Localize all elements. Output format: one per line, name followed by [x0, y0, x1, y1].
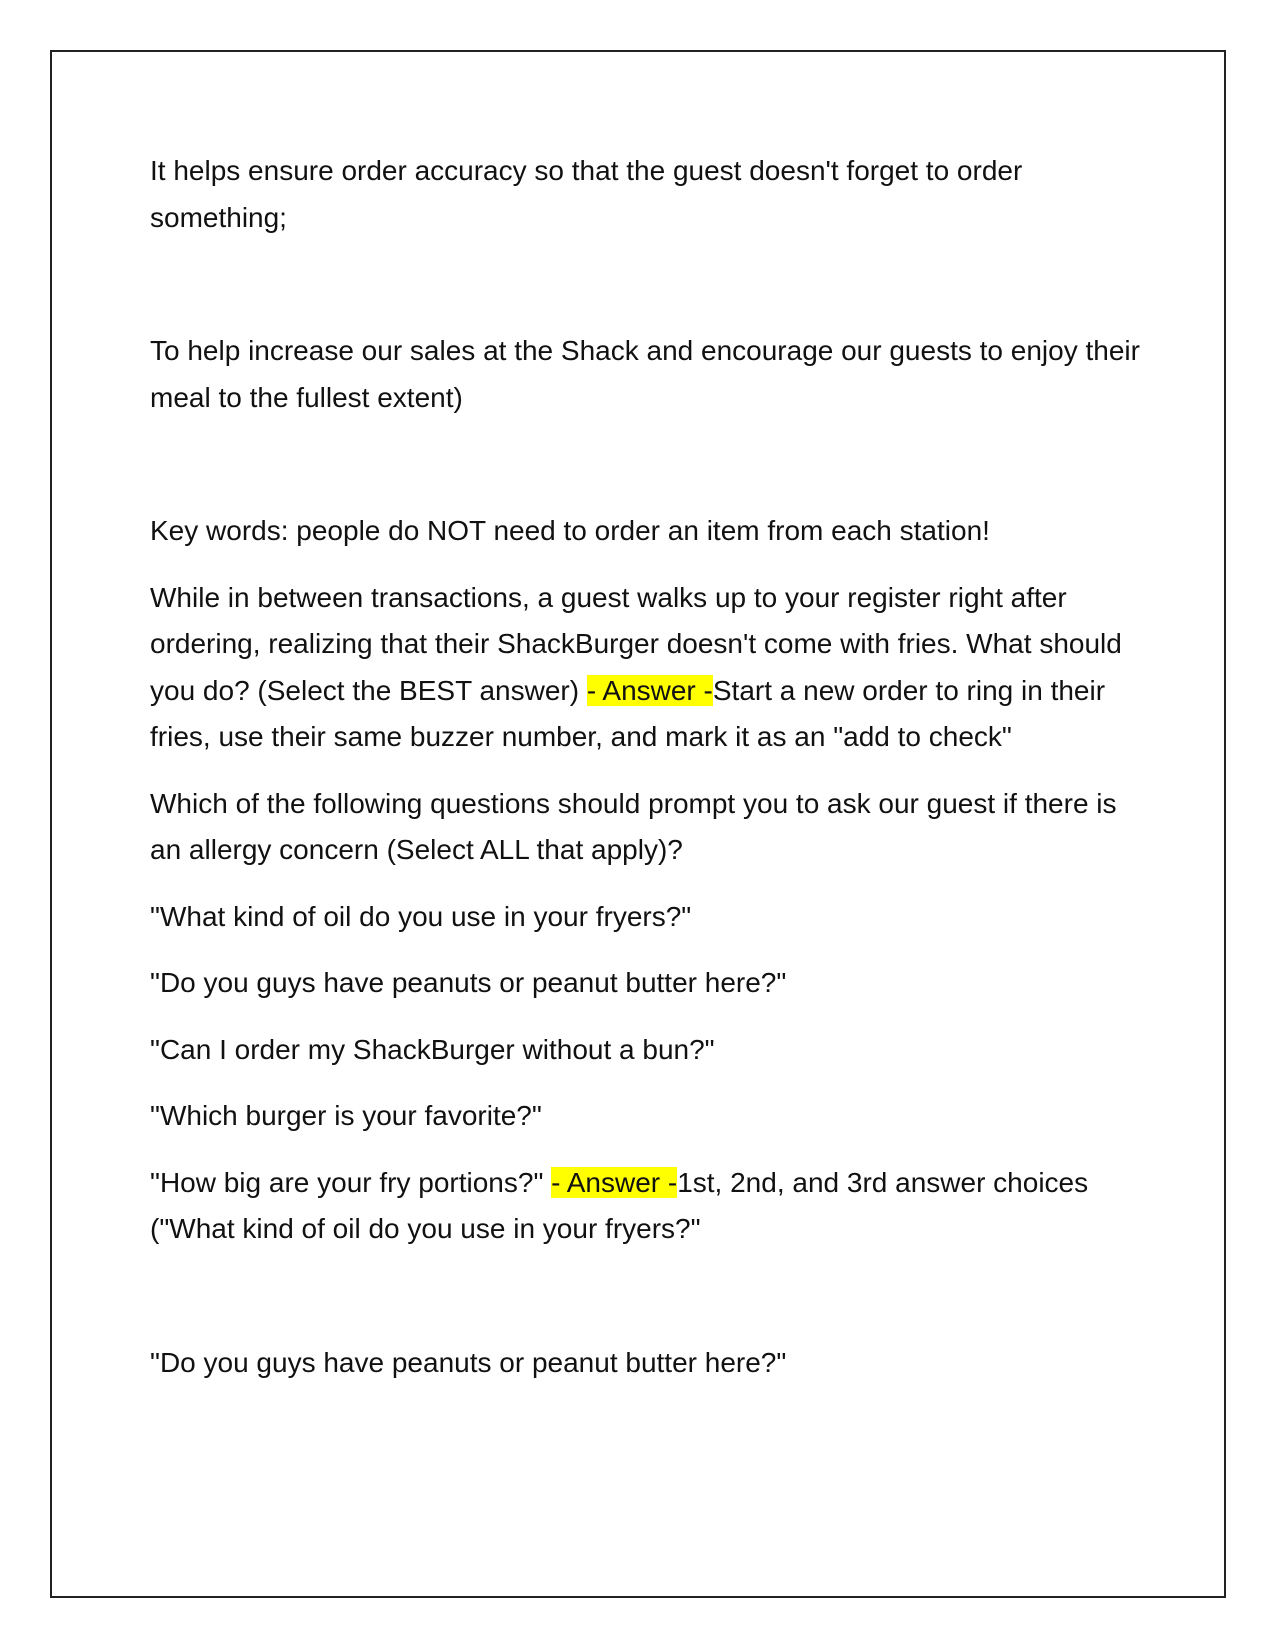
choice-bun: "Can I order my ShackBurger without a bun?": [150, 1033, 715, 1065]
document-body: [150, 148, 1140, 1386]
choice-fry-portions: [150, 1160, 1140, 1253]
choice-oil: "What kind of oil do you use in your fryers?": [150, 900, 692, 932]
question-text: While in between transactions, a guest walks up to your register right after ordering, realizing that their ShackBurger doesn't come with fries. What should you do? (Select the BEST answer): [150, 581, 1122, 706]
answer-highlight: - Answer -: [551, 1166, 678, 1198]
paragraph-order-accuracy: It helps ensure order accuracy so that the guest doesn't forget to order something;: [150, 155, 1023, 233]
paragraph-increase-sales: To help increase our sales at the Shack and encourage our guests to enjoy their meal to the fullest extent): [150, 335, 1140, 413]
answer-text: 1st, 2nd, and 3rd answer choices ("What kind of oil do you use in your fryers?": [150, 1166, 1089, 1244]
paragraph-allergy-question: Which of the following questions should prompt you to ask our guest if there is an allergy concern (Select ALL that apply)?: [150, 787, 1117, 865]
choice-text: "How big are your fry portions?": [150, 1166, 552, 1198]
answer-continuation-peanuts: "Do you guys have peanuts or peanut butter here?": [150, 1346, 787, 1378]
choice-peanuts: "Do you guys have peanuts or peanut butter here?": [150, 967, 787, 998]
answer-text: Start a new order to ring in their fries, use their same buzzer number, and mark it as an "add to check": [150, 674, 1106, 752]
choice-favorite-burger: "Which burger is your favorite?": [150, 1100, 542, 1131]
answer-highlight: - Answer -: [586, 674, 713, 706]
paragraph-fries-question: [150, 575, 1140, 761]
paragraph-key-words: Key words: people do NOT need to order an item from each station!: [150, 515, 990, 546]
